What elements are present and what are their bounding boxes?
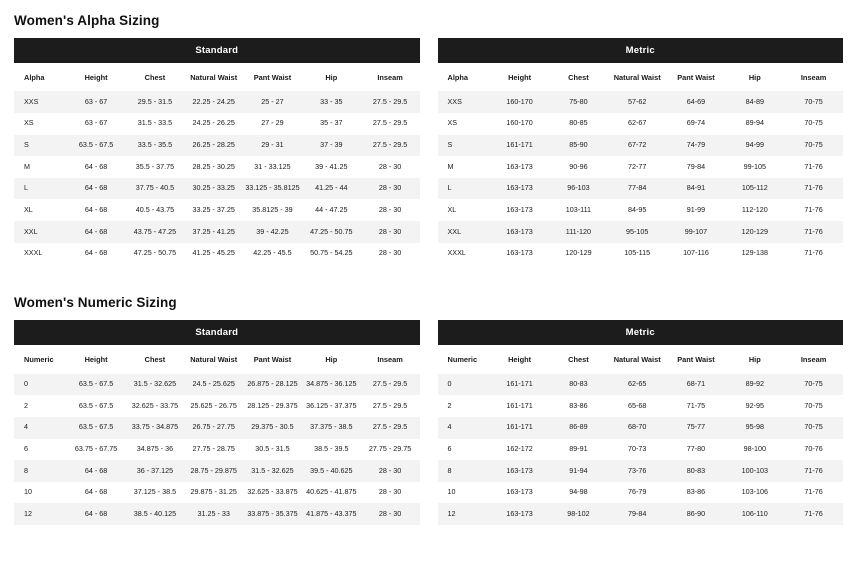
- alpha-metric-table: [438, 63, 844, 264]
- table-header-row: [14, 63, 420, 91]
- cell: 70-75: [784, 374, 843, 396]
- cell: 29.375 - 30.5: [243, 417, 302, 439]
- alpha-tables-row: [14, 38, 843, 264]
- column-header: Inseam: [784, 345, 843, 373]
- cell: 71-76: [784, 221, 843, 243]
- table-row: [14, 395, 420, 417]
- cell: 28 - 30: [361, 178, 420, 200]
- table-head: [438, 63, 844, 91]
- section-divider-spacer: [0, 264, 857, 282]
- cell: 50.75 - 54.25: [310, 248, 353, 258]
- cell: 64 - 68: [67, 221, 126, 243]
- cell: 8: [14, 460, 67, 482]
- table-head: [14, 63, 420, 91]
- cell: 63.5 - 67.5: [67, 417, 126, 439]
- cell: 76-79: [628, 487, 647, 497]
- table-header-row: [438, 63, 844, 91]
- cell: XXS: [14, 91, 67, 113]
- cell: 39 - 41.25: [315, 161, 348, 171]
- cell: 35.5 - 37.75: [135, 161, 175, 171]
- cell: 80-85: [569, 118, 588, 128]
- cell: 73-76: [608, 460, 667, 482]
- cell: 28.75 - 29.875: [184, 460, 243, 482]
- cell: 71-76: [804, 248, 823, 258]
- column-header: Pant Waist: [243, 63, 302, 91]
- alpha-standard-table-header: Standard: [14, 38, 420, 63]
- cell: 28 - 30: [361, 503, 420, 525]
- cell: 28 - 30: [378, 161, 402, 171]
- cell: 29.875 - 31.25: [190, 487, 237, 497]
- cell: 70-76: [804, 444, 823, 454]
- cell: 33 - 35: [302, 91, 361, 113]
- cell: 163-173: [506, 204, 533, 214]
- cell: 39.5 - 40.625: [302, 460, 361, 482]
- table-row: [438, 91, 844, 113]
- cell: 30.25 - 33.25: [184, 178, 243, 200]
- cell: XS: [447, 118, 458, 128]
- cell: 27.75 - 28.75: [192, 444, 235, 454]
- table-head: [14, 345, 420, 373]
- cell: 33.75 - 34.875: [126, 417, 185, 439]
- numeric-standard-table-header: Standard: [14, 320, 420, 345]
- cell: 71-76: [784, 503, 843, 525]
- cell: 163-173: [506, 248, 533, 258]
- numeric-tables-row: [14, 320, 843, 518]
- cell: 63.5 - 67.5: [67, 135, 126, 157]
- cell: 41.25 - 44: [302, 178, 361, 200]
- table-row: [14, 374, 420, 396]
- cell: 80-83: [667, 460, 726, 482]
- table-row: [14, 243, 420, 265]
- cell: 25.625 - 26.75: [190, 400, 237, 410]
- cell: 40.625 - 41.875: [306, 487, 357, 497]
- page-title-alpha: Women's Alpha Sizing: [14, 13, 160, 28]
- table-row: [14, 482, 420, 504]
- column-header: Inseam: [361, 63, 420, 91]
- cell: 40.5 - 43.75: [135, 204, 175, 214]
- cell: XL: [447, 204, 457, 214]
- cell: 95-105: [608, 221, 667, 243]
- column-header: Pant Waist: [667, 63, 726, 91]
- cell: 85-90: [549, 135, 608, 157]
- cell: 63.5 - 67.5: [67, 374, 126, 396]
- cell: 37 - 39: [302, 135, 361, 157]
- cell: 12: [14, 503, 67, 525]
- column-header: Height: [490, 63, 549, 91]
- cell: 83-86: [686, 487, 706, 497]
- section-alpha-sizing: [0, 0, 857, 264]
- cell: 28 - 30: [378, 204, 402, 214]
- cell: 94-99: [725, 135, 784, 157]
- cell: 43.75 - 47.25: [126, 221, 185, 243]
- cell: 32.625 - 33.75: [131, 400, 179, 410]
- cell: 63 - 67: [84, 118, 108, 128]
- cell: 6: [447, 444, 452, 454]
- cell: 99-107: [667, 221, 726, 243]
- table-row: [14, 178, 420, 200]
- cell: 163-173: [490, 460, 549, 482]
- cell: 42.25 - 45.5: [253, 248, 292, 258]
- table-row: [438, 503, 844, 525]
- table-head: [438, 345, 844, 373]
- cell: 37.375 - 38.5: [302, 417, 361, 439]
- alpha-metric-table-header: Metric: [438, 38, 844, 63]
- cell: 4: [438, 417, 491, 439]
- table-header-row: [14, 345, 420, 373]
- cell: 47.25 - 50.75: [133, 248, 177, 258]
- cell: 69-74: [686, 118, 706, 128]
- cell: 89-92: [725, 374, 784, 396]
- cell: XL: [24, 204, 33, 214]
- column-header: Hip: [302, 63, 361, 91]
- cell: 79-84: [608, 503, 667, 525]
- cell: 163-173: [506, 487, 533, 497]
- cell: 65-68: [628, 400, 647, 410]
- cell: XXL: [14, 221, 67, 243]
- table-row: [438, 135, 844, 157]
- cell: XS: [24, 118, 34, 128]
- cell: 70-75: [784, 91, 843, 113]
- cell: 99-105: [743, 161, 766, 171]
- cell: 64 - 68: [84, 487, 108, 497]
- column-header: Height: [67, 345, 126, 373]
- numeric-metric-table: [438, 345, 844, 525]
- cell: XXS: [438, 91, 491, 113]
- cell: 103-111: [565, 204, 592, 214]
- cell: 27.5 - 29.5: [361, 417, 420, 439]
- table-row: [438, 482, 844, 504]
- table-row: [438, 417, 844, 439]
- page-title-numeric: Women's Numeric Sizing: [14, 295, 177, 311]
- cell: 77-80: [686, 444, 706, 454]
- table-row: [438, 199, 844, 221]
- cell: 89-94: [745, 118, 764, 128]
- column-header: Height: [67, 63, 126, 91]
- cell: 4: [14, 417, 67, 439]
- cell: 2: [24, 400, 28, 410]
- cell: 10: [24, 487, 32, 497]
- cell: 37.125 - 38.5: [133, 487, 177, 497]
- cell: 70-75: [804, 118, 823, 128]
- cell: 105-115: [624, 248, 651, 258]
- cell: 31.5 - 33.5: [137, 118, 173, 128]
- column-header: Chest: [549, 345, 608, 373]
- cell: 63.75 - 67.75: [74, 444, 118, 454]
- table-row: [14, 135, 420, 157]
- cell: 62-65: [608, 374, 667, 396]
- cell: 28.125 - 29.375: [247, 400, 298, 410]
- cell: 27.5 - 29.5: [361, 374, 420, 396]
- cell: 37.75 - 40.5: [126, 178, 185, 200]
- cell: XXL: [438, 221, 491, 243]
- cell: 71-76: [804, 161, 823, 171]
- cell: 27 - 29: [261, 118, 284, 128]
- table-row: [14, 113, 420, 135]
- cell: 64 - 68: [84, 161, 108, 171]
- cell: 41.875 - 43.375: [302, 503, 361, 525]
- cell: 89-91: [569, 444, 588, 454]
- cell: 32.625 - 33.875: [247, 487, 298, 497]
- table-header-row: [438, 345, 844, 373]
- cell: 2: [447, 400, 452, 410]
- numeric-standard-table: [14, 345, 420, 525]
- cell: 98-100: [743, 444, 766, 454]
- cell: 28 - 30: [378, 487, 402, 497]
- cell: 6: [24, 444, 28, 454]
- cell: 161-171: [490, 135, 549, 157]
- cell: 67-72: [608, 135, 667, 157]
- cell: 31 - 33.125: [254, 161, 291, 171]
- cell: 70-75: [784, 417, 843, 439]
- cell: M: [447, 161, 454, 171]
- cell: 71-76: [784, 460, 843, 482]
- cell: 64 - 68: [67, 503, 126, 525]
- cell: 163-173: [506, 161, 533, 171]
- cell: 86-90: [667, 503, 726, 525]
- column-header: Natural Waist: [184, 63, 243, 91]
- column-header: Pant Waist: [667, 345, 726, 373]
- table-row: [438, 156, 844, 178]
- column-header: Natural Waist: [184, 345, 243, 373]
- cell: 24.5 - 25.625: [184, 374, 243, 396]
- cell: 64-69: [667, 91, 726, 113]
- cell: 64 - 68: [67, 460, 126, 482]
- cell: 27.5 - 29.5: [361, 91, 420, 113]
- cell: 95-98: [725, 417, 784, 439]
- numeric-standard-table-wrap: [14, 320, 420, 518]
- cell: 71-76: [784, 178, 843, 200]
- cell: 71-76: [804, 487, 823, 497]
- table-row: [438, 113, 844, 135]
- cell: 26.75 - 27.75: [184, 417, 243, 439]
- cell: 22.25 - 24.25: [184, 91, 243, 113]
- cell: 105-112: [725, 178, 784, 200]
- table-row: [14, 503, 420, 525]
- cell: 75-77: [667, 417, 726, 439]
- cell: 70-73: [628, 444, 647, 454]
- cell: 38.5 - 39.5: [314, 444, 349, 454]
- cell: 27.75 - 29.75: [368, 444, 412, 454]
- table-body: [14, 91, 420, 264]
- cell: 103-106: [741, 487, 768, 497]
- cell: 33.25 - 37.25: [192, 204, 235, 214]
- cell: 33.5 - 35.5: [126, 135, 185, 157]
- numeric-metric-table-wrap: [438, 320, 844, 518]
- cell: 29.5 - 31.5: [126, 91, 185, 113]
- cell: 112-120: [741, 204, 768, 214]
- cell: 72-77: [628, 161, 647, 171]
- column-header: Chest: [126, 345, 185, 373]
- cell: 34.875 - 36: [136, 444, 174, 454]
- cell: 64 - 68: [67, 178, 126, 200]
- table-row: [438, 460, 844, 482]
- cell: 84-89: [725, 91, 784, 113]
- cell: M: [24, 161, 30, 171]
- column-header: Chest: [126, 63, 185, 91]
- table-row: [14, 91, 420, 113]
- cell: 33.125 - 35.8125: [243, 178, 302, 200]
- cell: 36.125 - 37.375: [306, 400, 357, 410]
- cell: 98-102: [549, 503, 608, 525]
- column-header: Hip: [725, 345, 784, 373]
- table-row: [438, 178, 844, 200]
- cell: 64 - 68: [84, 248, 108, 258]
- cell: 10: [447, 487, 456, 497]
- cell: 120-129: [725, 221, 784, 243]
- cell: 160-170: [490, 91, 549, 113]
- cell: 91-99: [686, 204, 706, 214]
- cell: 106-110: [725, 503, 784, 525]
- alpha-standard-table-wrap: [14, 38, 420, 264]
- table-row: [14, 221, 420, 243]
- cell: 162-172: [506, 444, 533, 454]
- cell: L: [14, 178, 67, 200]
- column-header: Hip: [302, 345, 361, 373]
- cell: 161-171: [490, 374, 549, 396]
- cell: 33.875 - 35.375: [243, 503, 302, 525]
- table-row: [438, 221, 844, 243]
- cell: XXXL: [447, 248, 466, 258]
- cell: 8: [438, 460, 491, 482]
- column-header: Numeric: [14, 345, 67, 373]
- cell: 27.5 - 29.5: [372, 400, 408, 410]
- cell: 63.5 - 67.5: [78, 400, 114, 410]
- cell: 41.25 - 45.25: [192, 248, 235, 258]
- cell: 63 - 67: [67, 91, 126, 113]
- cell: 30.5 - 31.5: [255, 444, 290, 454]
- column-header: Natural Waist: [608, 345, 667, 373]
- table-row: [14, 417, 420, 439]
- cell: 70-75: [784, 135, 843, 157]
- cell: XXXL: [24, 248, 43, 258]
- column-header: Natural Waist: [608, 63, 667, 91]
- column-header: Numeric: [438, 345, 491, 373]
- cell: 38.5 - 40.125: [126, 503, 185, 525]
- cell: 96-103: [549, 178, 608, 200]
- cell: 160-170: [506, 118, 533, 128]
- cell: 31.5 - 32.625: [243, 460, 302, 482]
- cell: 36 - 37.125: [126, 460, 185, 482]
- cell: 44 - 47.25: [315, 204, 348, 214]
- cell: 34.875 - 36.125: [302, 374, 361, 396]
- column-header: Alpha: [14, 63, 67, 91]
- table-row: [438, 374, 844, 396]
- cell: 129-138: [741, 248, 768, 258]
- cell: 91-94: [549, 460, 608, 482]
- cell: 47.25 - 50.75: [302, 221, 361, 243]
- table-row: [14, 460, 420, 482]
- table-body: [438, 91, 844, 264]
- table-row: [438, 395, 844, 417]
- cell: 75-80: [549, 91, 608, 113]
- cell: 163-173: [490, 503, 549, 525]
- cell: 90-96: [569, 161, 588, 171]
- cell: 107-116: [683, 248, 709, 258]
- cell: 27.5 - 29.5: [361, 135, 420, 157]
- cell: 71-75: [686, 400, 706, 410]
- table-row: [438, 439, 844, 461]
- cell: 111-120: [549, 221, 608, 243]
- column-header: Inseam: [784, 63, 843, 91]
- cell: 120-129: [565, 248, 592, 258]
- cell: 28 - 30: [361, 221, 420, 243]
- cell: 71-76: [804, 204, 823, 214]
- table-row: [14, 439, 420, 461]
- cell: 163-173: [490, 178, 549, 200]
- cell: 94-98: [569, 487, 588, 497]
- cell: 100-103: [725, 460, 784, 482]
- cell: 37.25 - 41.25: [184, 221, 243, 243]
- cell: 29 - 31: [243, 135, 302, 157]
- alpha-standard-table: [14, 63, 420, 264]
- column-header: Hip: [725, 63, 784, 91]
- cell: 28.25 - 30.25: [192, 161, 235, 171]
- cell: 24.25 - 26.25: [192, 118, 235, 128]
- cell: 31.25 - 33: [184, 503, 243, 525]
- cell: 35 - 37: [320, 118, 343, 128]
- cell: 57-62: [608, 91, 667, 113]
- cell: 84-91: [667, 178, 726, 200]
- cell: 62-67: [628, 118, 647, 128]
- cell: 79-84: [686, 161, 706, 171]
- cell: 161-171: [506, 400, 533, 410]
- cell: 25 - 27: [243, 91, 302, 113]
- cell: 68-70: [608, 417, 667, 439]
- table-row: [14, 156, 420, 178]
- column-header: Alpha: [438, 63, 491, 91]
- cell: S: [14, 135, 67, 157]
- cell: 12: [438, 503, 491, 525]
- cell: 26.875 - 28.125: [243, 374, 302, 396]
- cell: 86-89: [549, 417, 608, 439]
- table-body: [14, 374, 420, 525]
- column-header: Height: [490, 345, 549, 373]
- column-header: Pant Waist: [243, 345, 302, 373]
- cell: 161-171: [490, 417, 549, 439]
- column-header: Chest: [549, 63, 608, 91]
- cell: 77-84: [608, 178, 667, 200]
- section-numeric-sizing: [0, 282, 857, 518]
- table-body: [438, 374, 844, 525]
- cell: 26.25 - 28.25: [184, 135, 243, 157]
- column-header: Inseam: [361, 345, 420, 373]
- cell: 64 - 68: [84, 204, 108, 214]
- cell: 39 - 42.25: [243, 221, 302, 243]
- cell: 84-95: [628, 204, 647, 214]
- cell: 28 - 30: [361, 460, 420, 482]
- cell: 35.8125 - 39: [252, 204, 293, 214]
- cell: S: [438, 135, 491, 157]
- cell: 163-173: [490, 221, 549, 243]
- cell: 68-71: [667, 374, 726, 396]
- cell: 92-95: [745, 400, 764, 410]
- cell: 70-75: [804, 400, 823, 410]
- cell: 27.5 - 29.5: [372, 118, 408, 128]
- cell: 31.5 - 32.625: [126, 374, 185, 396]
- numeric-metric-table-header: Metric: [438, 320, 844, 345]
- cell: 83-86: [569, 400, 588, 410]
- alpha-metric-table-wrap: [438, 38, 844, 264]
- cell: 74-79: [667, 135, 726, 157]
- cell: 0: [438, 374, 491, 396]
- table-row: [438, 243, 844, 265]
- table-row: [14, 199, 420, 221]
- cell: 28 - 30: [378, 248, 402, 258]
- cell: 80-83: [549, 374, 608, 396]
- cell: 0: [14, 374, 67, 396]
- cell: L: [438, 178, 491, 200]
